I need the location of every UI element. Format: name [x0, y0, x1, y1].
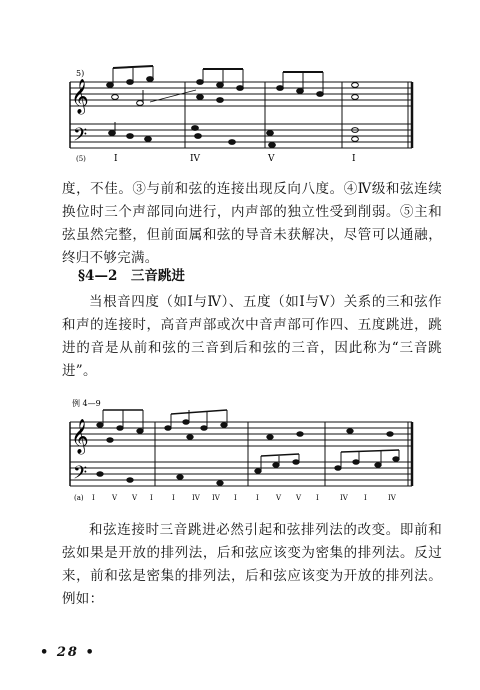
roman-numeral: IV [340, 494, 348, 502]
bass-clef-icon: 𝄢 [73, 463, 88, 488]
paragraph-1: 度，不佳。③与前和弦的连接出现反向八度。④Ⅳ级和弦连续换位时三个声部同向进行，内声部的独立性受到削弱。⑤主和弦虽然完整，但前面属和弦的导音未获解决，尽管可以通融，终归不够完满。 [62, 181, 442, 266]
measure-number: 5) [76, 69, 85, 78]
roman-numeral: I [234, 494, 237, 502]
treble-clef-icon: 𝄞 [71, 79, 89, 114]
bass-staff [70, 124, 412, 148]
bass-mark: (a) [74, 494, 84, 502]
barlines [70, 82, 412, 148]
music-example-4-9 [0, 392, 480, 512]
roman-numeral: I [364, 494, 367, 502]
paragraph-3: 和弦连接时三音跳进必然引起和弦排列法的改变。即前和弦如果是开放的排列法，后和弦应该变为密集的排列法。反过来，前和弦是密集的排列法，后和弦应该变为开放的排列法。例如： [62, 522, 442, 607]
roman-numeral: V [276, 494, 282, 502]
paragraph-2: 当根音四度（如Ⅰ与Ⅳ）、五度（如Ⅰ与Ⅴ）关系的三和弦作和声的连接时，高音声部或次中音声部可作四、五度跳进，跳进的音是从前和弦的三音到后和弦的三音，因此称为“三音跳进”。 [62, 294, 442, 379]
section-heading: §4—2 三音跳进 [78, 268, 185, 284]
notes [107, 66, 359, 147]
roman-numeral: IV [192, 494, 200, 502]
roman-numeral: IV [190, 154, 201, 164]
roman-numeral: V [296, 494, 302, 502]
bass-staff [70, 462, 412, 486]
roman-numeral: V [132, 494, 138, 502]
roman-numeral: I [172, 494, 175, 502]
roman-numeral: IV [388, 494, 396, 502]
treble-clef-icon: 𝄞 [71, 419, 89, 454]
roman-numeral: V [112, 494, 118, 502]
roman-numeral: I [150, 494, 153, 502]
bass-clef-icon: 𝄢 [73, 125, 88, 150]
music-example-top [0, 62, 480, 172]
roman-numeral: V [268, 154, 275, 164]
page-number: • 28 • [40, 645, 96, 660]
roman-numeral: I [92, 494, 95, 502]
roman-numeral: I [114, 154, 118, 164]
roman-numeral: I [352, 154, 356, 164]
roman-numeral: IV [212, 494, 220, 502]
roman-numerals [92, 494, 397, 502]
example-label: 例 4—9 [72, 399, 101, 408]
roman-numeral: I [316, 494, 319, 502]
barlines [70, 422, 412, 486]
bass-mark: (5) [76, 155, 86, 163]
roman-numeral: I [256, 494, 259, 502]
